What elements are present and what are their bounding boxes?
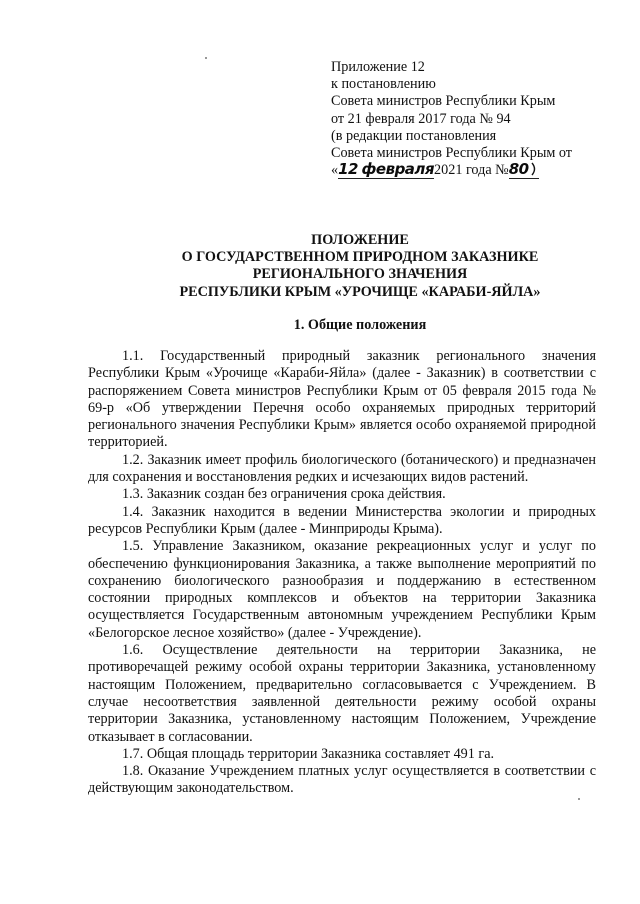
appendix-line: Приложение 12 [331,59,425,75]
handwritten-month: февраля [361,160,435,179]
appendix-line: Совета министров Республики Крым от [331,145,572,162]
handwritten-number-field [509,162,539,179]
year-text: 2021 года № [434,162,509,179]
document-body [88,348,596,798]
title-line: РЕСПУБЛИКИ КРЫМ «УРОЧИЩЕ «КАРАБИ-ЯЙЛА» [179,283,541,300]
appendix-line: (в редакции постановления [331,127,497,144]
document-title [0,232,640,301]
title-line: ПОЛОЖЕНИЕ [311,232,409,248]
paragraph-1-6: 1.6. Осуществление деятельности на территории Заказника, не противоречащей режиму особой охраны территории Заказника, установленному настоящим Положением, предварительно согласовывается с Учреждением. В случае несоответствия заявленной деятельности режиму особой охраны территории Заказника, установленному настоящим Положением, Учреждение отказывает в согласовании. [88,642,596,745]
title-line: О ГОСУДАРСТВЕННОМ ПРИРОДНОМ ЗАКАЗНИКЕ [181,249,539,266]
title-line: РЕГИОНАЛЬНОГО ЗНАЧЕНИЯ [252,266,468,283]
appendix-block [331,59,572,179]
open-quote: « [331,162,339,179]
amendment-date-line [331,162,572,179]
paragraph-1-2: 1.2. Заказник имеет профиль биологического (ботанического) и предназначен для сохранения и восстановления редких и исчезающих видов растений. [88,451,596,486]
paragraph-1-3: 1.3. Заказник создан без ограничения срока действия. [122,486,446,503]
paragraph-1-7: 1.7. Общая площадь территории Заказника составляет 491 га. [122,745,495,762]
paragraph-1-1: 1.1. Государственный природный заказник регионального значения Республики Крым «Урочище «Караби-Яйла» (далее - Заказник) в соответствии с распоряжением Совета министров Республики Крым от 05 февраля 2015 года № 69-р «Об утверждении Перечня особо охраняемых природных территорий регионального значения Республики Крым» является особо охраняемой природной территорией. [88,348,596,451]
paragraph-1-8: 1.8. Оказание Учреждением платных услуг осуществляется в соответствии с действующим законодательством. [88,763,596,797]
scan-speck [205,57,207,59]
scan-speck [578,798,580,800]
paragraph-1-4: 1.4. Заказник находится в ведении Министерства экологии и природных ресурсов Республики Крым (далее - Минприроды Крыма). [88,503,596,537]
handwritten-day: 12 [338,160,358,179]
section-heading: 1. Общие положения [293,317,427,333]
handwritten-day-month [338,162,434,179]
appendix-line: от 21 февраля 2017 года № 94 [331,110,511,127]
appendix-line: Совета министров Республики Крым [331,93,556,110]
handwritten-number: 80 [508,160,529,179]
appendix-line: к постановлению [331,76,436,93]
closing-paren-stroke [529,162,539,176]
paragraph-1-5: 1.5. Управление Заказником, оказание рекреационных услуг и услуг по обеспечению функционирования Заказника, а также выполнение мероприятий по сохранению биологического разнообразия и поддержанию в естественном состоянии природных комплексов и объектов на территории Заказника осуществляется Государственным автономным учреждением Республики Крым «Белогорское лесное хозяйство» (далее - Учреждение). [88,538,596,641]
